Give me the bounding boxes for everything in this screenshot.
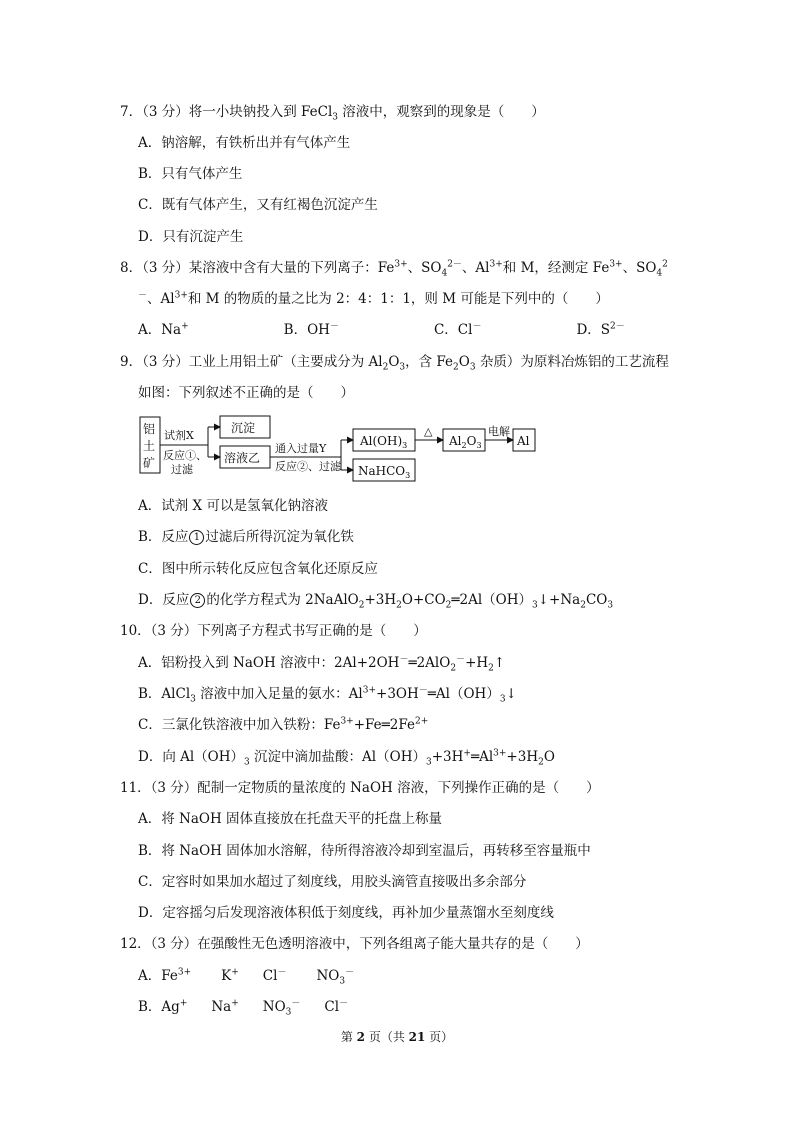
ore-char-2: 土 bbox=[143, 439, 156, 453]
q11-stem: 11．（3 分）配制一定物质的量浓度的 NaOH 溶液，下列操作正确的是（ ） bbox=[120, 780, 600, 796]
q8-option-d: D．$S^{2-}$ bbox=[576, 321, 625, 338]
precipitate-label: 沉淀 bbox=[231, 421, 256, 435]
q12-stem: 12．（3 分）在强酸性无色透明溶液中，下列各组离子能大量共存的是（ ） bbox=[120, 936, 589, 952]
q7-option-d: D．只有沉淀产生 bbox=[138, 229, 244, 245]
excess-y-label: 通入过量Y bbox=[275, 442, 327, 455]
q11-option-a: A．将 NaOH 固体直接放在托盘天平的托盘上称量 bbox=[138, 811, 443, 827]
solution-b-label: 溶液乙 bbox=[224, 451, 261, 465]
ore-char-1: 铝 bbox=[143, 422, 156, 436]
q7-option-b: B．只有气体产生 bbox=[138, 166, 243, 182]
q10-option-c: C．三氯化铁溶液中加入铁粉：$Fe^{3+}+Fe═2Fe^{2+}$ bbox=[138, 716, 429, 733]
q9-option-c: C．图中所示转化反应包含氧化还原反应 bbox=[138, 561, 378, 577]
circled-number-1: 1 bbox=[189, 530, 204, 545]
q9-stem-line2: 如图：下列叙述不正确的是（ ） bbox=[138, 385, 354, 401]
q11-option-d: D．定容摇匀后发现溶液体积低于刻度线，再补加少量蒸馏水至刻度线 bbox=[138, 905, 554, 921]
q7-stem: 7．（3 分）将一小块钠投入到 FeCl$_3$ 溶液中，观察到的现象是（ ） bbox=[120, 104, 545, 123]
al-label: Al bbox=[517, 434, 530, 448]
page-number: 2 bbox=[356, 1030, 365, 1044]
circled-number-2: 2 bbox=[190, 593, 205, 608]
process-flow-diagram bbox=[138, 412, 548, 484]
q10-option-b: B．AlCl$_3$ 溶液中加入足量的氨水：$Al^{3+}+3OH^-═Al(OH)_3↓$ bbox=[138, 685, 517, 705]
q10-option-a: A．铝粉投入到 NaOH 溶液中：$2Al+2OH^-═2AlO_2^-+H_2↑$ bbox=[138, 654, 506, 674]
q9-stem-line1: 9．（3 分）工业上用铝土矿（主要成分为 $Al_2O_3$，含 $Fe_2O_3$ 杂质）为原料冶炼铝的工艺流程 bbox=[120, 354, 669, 373]
aloh3-label: $Al(OH)_3$ bbox=[360, 434, 408, 450]
q10-stem: 10．（3 分）下列离子方程式书写正确的是（ ） bbox=[120, 623, 427, 639]
q8-option-c: C．Cl－ bbox=[433, 321, 482, 338]
heat-label: △ bbox=[424, 425, 433, 438]
q10-option-d: D．向 $Al(OH)_3$ 沉淀中滴加盐酸：$Al(OH)_3+3H^+═Al^{3+}+3H_2O$ bbox=[138, 748, 555, 768]
reaction1-label: 反应①、 bbox=[163, 449, 207, 462]
q11-option-c: C．定容时如果加水超过了刻度线，用胶头滴管直接吸出多余部分 bbox=[138, 874, 527, 890]
reagent-x-label: 试剂X bbox=[164, 429, 194, 442]
ore-char-3: 矿 bbox=[143, 456, 156, 470]
q8-options bbox=[138, 321, 625, 339]
filter1-label: 过滤 bbox=[171, 463, 193, 476]
q11-option-b: B．将 NaOH 固体加水溶解，待所得溶液冷却到室温后，再转移至容量瓶中 bbox=[138, 843, 591, 859]
page-total: 21 bbox=[408, 1030, 426, 1044]
q7-option-c: C．既有气体产生，又有红褐色沉淀产生 bbox=[138, 197, 378, 213]
reaction2-label: 反应②、过滤 bbox=[275, 460, 341, 473]
q8-option-a: A．Na+ bbox=[138, 321, 189, 338]
electrolysis-label: 电解 bbox=[488, 425, 510, 438]
q8-stem-line2: －、$Al^{3+}$和 M 的物质的量之比为 2：4：1：1，则 M 可能是下列中的（ ） bbox=[138, 290, 609, 307]
q7-option-a: A．钠溶解，有铁析出并有气体产生 bbox=[138, 135, 351, 151]
q9-option-b: B．反应 1 过滤后所得沉淀为氧化铁 bbox=[138, 529, 354, 545]
q9-option-a: A．试剂 X 可以是氢氧化钠溶液 bbox=[138, 498, 328, 514]
q12-option-b: B．Ag+ Na+ $NO_3^-$ Cl－ bbox=[138, 998, 349, 1018]
nahco3-label: NaHCO$_3$ bbox=[358, 464, 411, 480]
al2o3-label: $Al_2O_3$ bbox=[449, 434, 482, 450]
q8-stem-line1: 8．（3 分）某溶液中含有大量的下列离子：$Fe^{3+}$、$SO_4^{2-}$、$Al^{3+}$和 M，经测定 $Fe^{3+}$、$SO_4^2$ bbox=[120, 259, 668, 279]
page-footer: 第 2 页（共 21 页） bbox=[340, 1030, 454, 1044]
q8-option-b: B．OH－ bbox=[283, 321, 339, 338]
q9-option-d: D．反应 2 的化学方程式为 $2NaAlO_2+3H_2O+CO_2═2Al(OH)_3↓+Na_2CO_3$ bbox=[138, 592, 614, 611]
q12-option-a: A．$Fe^{3+}$ K+ Cl－ $NO_3^-$ bbox=[138, 967, 355, 987]
